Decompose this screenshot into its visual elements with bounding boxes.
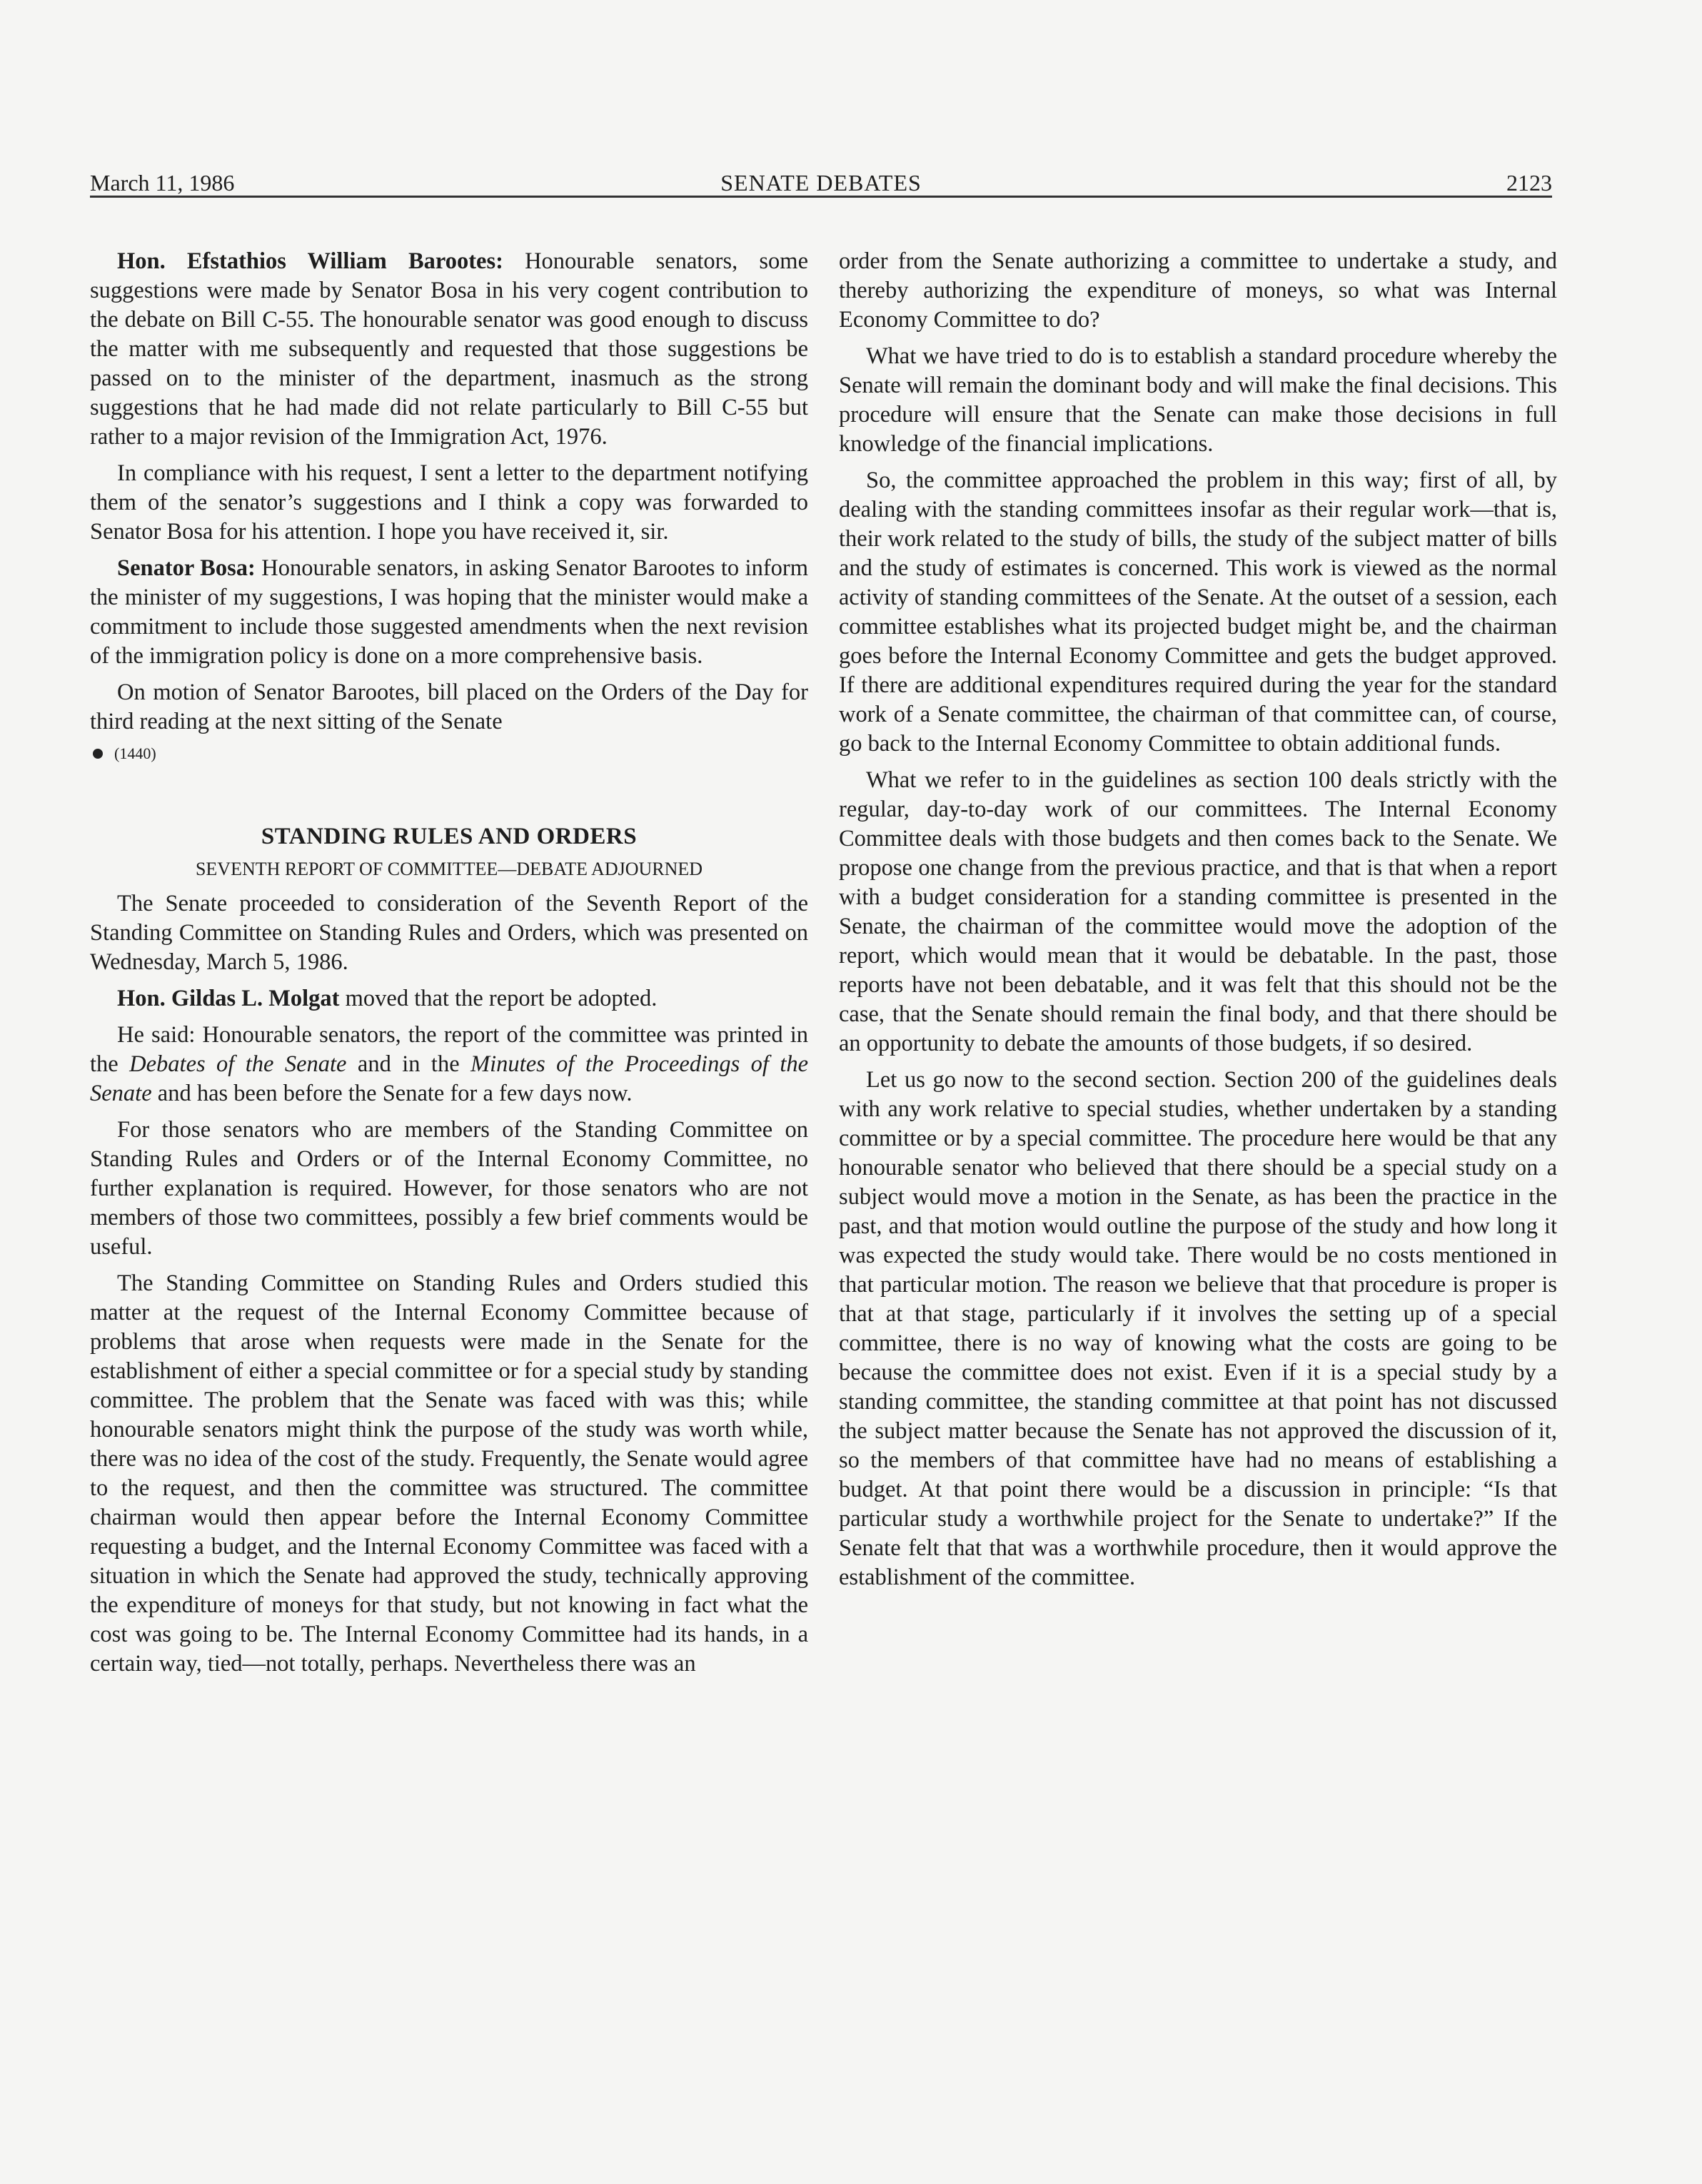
paragraph <box>90 984 808 1013</box>
paragraph-text: He said: Honourable senators, the report of the committee was printed in the <box>90 1022 808 1077</box>
paragraph-text: Honourable senators, some suggestions were made by Senator Bosa in his very cogent contribution to the debate on Bill C-55. The honourable senator was good enough to discuss the matter with me subsequently and requested that those suggestions be passed on to the minister of the department, inasmuch as the strong suggestions that he had made did not relate particularly to Bill C-55 but rather to a major revision of the Immigration Act, 1976. <box>90 248 808 450</box>
header-page-number: 2123 <box>1506 170 1552 196</box>
paragraph: What we have tried to do is to establish a standard procedure whereby the Senate will remain the dominant body and will make the final decisions. This procedure will ensure that the Senate can make those decisions in full knowledge of the financial implications. <box>839 343 1557 457</box>
header-date: March 11, 1986 <box>90 170 235 196</box>
paragraph: order from the Senate authorizing a committee to undertake a study, and thereby authorizing the expenditure of moneys, so what was Internal Economy Committee to do? <box>839 248 1557 333</box>
paragraph: On motion of Senator Barootes, bill placed on the Orders of the Day for third reading at the next sitting of the Senate <box>90 679 808 734</box>
section-subheading: SEVENTH REPORT OF COMMITTEE—DEBATE ADJOURNED <box>195 859 703 879</box>
publication-title: Debates of the Senate <box>129 1051 347 1077</box>
bullet-icon <box>93 749 103 759</box>
speaker-name: Senator Bosa: <box>117 555 256 581</box>
paragraph <box>90 247 808 452</box>
paragraph-text: and has been before the Senate for a few days now. <box>157 1081 633 1106</box>
paragraph-text: Honourable senators, in asking Senator Barootes to inform the minister of my suggestions, I was hoping that the minister would make a commitment to include those suggested amendments when the next revision of the immigration policy is done on a more comprehensive basis. <box>90 555 809 669</box>
time-marker <box>93 744 808 764</box>
paragraph: Let us go now to the second section. Section 200 of the guidelines deals with any work relative to special studies, whether undertaken by a standing committee or by a special committee. The procedure here would be that any honourable senator who believed that there should be a special study on a subject would move a motion in the Senate, as has been the practice in the past, and that motion would outline the purpose of the study and how long it was expected the study would take. There would be no costs mentioned in that particular motion. The reason we believe that that procedure is proper is that at that stage, particularly if it involves the setting up of a special committee, there is no way of knowing what the costs are going to be because the committee does not exist. Even if it is a special study by a standing committee, the standing committee at that point has not discussed the subject matter because the Senate has not approved the discussion of it, so the members of that committee have had no means of establishing a budget. At that point there would be a discussion in principle: “Is that particular study a worthwhile project for the Senate to undertake?” If the Senate felt that that was a worthwhile procedure, then it would approve the establishment of the committee. <box>839 1067 1557 1590</box>
publication-title: Minutes of the Proceedings of the Senate <box>90 1051 809 1106</box>
paragraph: The Standing Committee on Standing Rules and Orders studied this matter at the request of the Internal Economy Committee because of problems that arose when requests were made in the Senate for the establishment of either a special committee or for a special study by standing committee. The problem that the Senate was faced with was this; while honourable senators might think the purpose of the study was worth while, there was no idea of the cost of the study. Frequently, the Senate would agree to the request, and then the committee was structured. The committee chairman would then appear before the Internal Economy Committee requesting a budget, and the Internal Economy Committee was faced with a situation in which the Senate had approved the study, technically approving the expenditure of moneys for that study, but not knowing in fact what the cost was going to be. The Internal Economy Committee had its hands, in a certain way, tied—not totally, perhaps. Nevertheless there was an <box>90 1270 808 1677</box>
paragraph: So, the committee approached the problem in this way; first of all, by dealing with the standing committees insofar as their regular work—that is, their work related to the study of bills, the study of the subject matter of bills and the study of estimates is concerned. This work is viewed as the normal activity of standing committees of the Senate. At the outset of a session, each committee establishes what its projected budget might be, and the chairman goes before the Internal Economy Committee and gets the budget approved. If there are additional expenditures required during the year for the standard work of a Senate committee, the chairman of that committee can, of course, go back to the Internal Economy Committee to obtain additional funds. <box>839 467 1557 757</box>
paragraph: For those senators who are members of the Standing Committee on Standing Rules and Orders or of the Internal Economy Committee, no further explanation is required. However, for those senators who are not members of those two committees, possibly a few brief comments would be useful. <box>90 1117 808 1260</box>
right-column <box>839 247 1557 1599</box>
header-rule <box>90 196 1552 198</box>
paragraph <box>90 554 808 671</box>
paragraph: In compliance with his request, I sent a letter to the department notifying them of the senator’s suggestions and I think a copy was forwarded to Senator Bosa for his attention. I hope you have received it, sir. <box>90 460 808 545</box>
left-column <box>90 247 808 1686</box>
section-heading: STANDING RULES AND ORDERS <box>261 824 638 849</box>
time-marker-label: (1440) <box>114 744 156 762</box>
paragraph <box>90 1021 808 1108</box>
header-title: SENATE DEBATES <box>720 170 922 196</box>
paragraph-text: moved that the report be adopted. <box>345 986 658 1011</box>
paragraph: What we refer to in the guidelines as section 100 deals strictly with the regular, day-to-day work of our committees. The Internal Economy Committee deals with those budgets and then comes back to the Senate. We propose one change from the previous practice, and that is that when a report with a budget consideration for a standing committee is presented in the Senate, the chairman of the committee would move the adoption of the report, which would mean that it would be debatable. In the past, those reports have not been debatable, and it was felt that this should not be the case, that the Senate should remain the final body, and that there should be an opportunity to debate the amounts of those budgets, if so desired. <box>839 767 1557 1056</box>
speaker-name: Hon. Gildas L. Molgat <box>117 986 340 1011</box>
paragraph-text: and in the <box>357 1051 460 1077</box>
paragraph: The Senate proceeded to consideration of the Seventh Report of the Standing Committee on Standing Rules and Orders, which was presented on Wednesday, March 5, 1986. <box>90 891 808 975</box>
speaker-name: Hon. Efstathios William Barootes: <box>117 248 503 274</box>
